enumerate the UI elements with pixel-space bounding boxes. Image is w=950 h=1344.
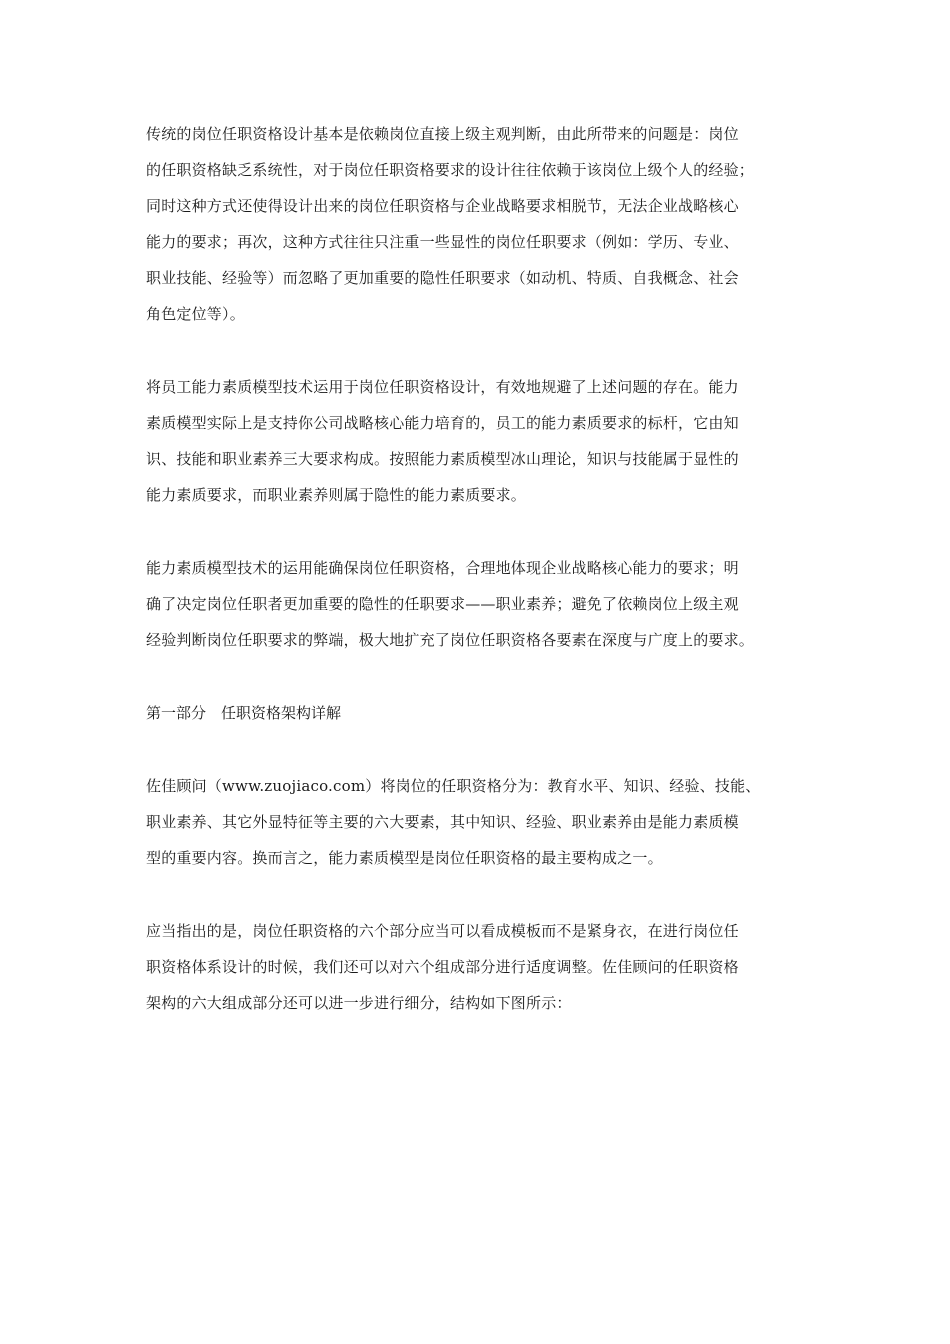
text-line: 经验判断岗位任职要求的弊端，极大地扩充了岗位任职资格各要素在深度与广度上的要求。 [146, 631, 755, 649]
paragraph-competency-model [146, 369, 811, 513]
text-line: 职业技能、经验等）而忽略了更加重要的隐性任职要求（如动机、特质、自我概念、社会 [146, 269, 739, 287]
paragraph-traditional-design [146, 116, 811, 332]
text-line: 将员工能力素质模型技术运用于岗位任职资格设计，有效地规避了上述问题的存在。能力 [146, 378, 739, 396]
paragraph-spacer [146, 876, 811, 913]
section-heading: 第一部分 任职资格架构详解 [146, 704, 342, 722]
text-line: 型的重要内容。换而言之，能力素质模型是岗位任职资格的最主要构成之一。 [146, 849, 663, 867]
paragraph-spacer [146, 658, 811, 695]
text-line: 架构的六大组成部分还可以进一步进行细分，结构如下图所示： [146, 994, 572, 1012]
text-line: 能力素质模型技术的运用能确保岗位任职资格，合理地体现企业战略核心能力的要求；明 [146, 559, 739, 577]
text-line: 素质模型实际上是支持你公司战略核心能力培育的，员工的能力素质要求的标杆，它由知 [146, 414, 739, 432]
paragraph-spacer [146, 332, 811, 369]
text-line: 同时这种方式还使得设计出来的岗位任职资格与企业战略要求相脱节，无法企业战略核心 [146, 197, 739, 215]
paragraph-six-elements [146, 768, 811, 876]
text-line: 职业素养、其它外显特征等主要的六大要素，其中知识、经验、职业素养由是能力素质模 [146, 813, 739, 831]
paragraph-spacer [146, 513, 811, 550]
document-body [146, 116, 811, 1021]
text-line: 佐佳顾问（www.zuojiaco.com）将岗位的任职资格分为：教育水平、知识、经验、技能、 [146, 777, 761, 795]
text-line: 传统的岗位任职资格设计基本是依赖岗位直接上级主观判断，由此所带来的问题是：岗位 [146, 125, 739, 143]
text-line: 识、技能和职业素养三大要求构成。按照能力素质模型冰山理论，知识与技能属于显性的 [146, 450, 739, 468]
text-line: 能力的要求；再次，这种方式往往只注重一些显性的岗位任职要求（例如：学历、专业、 [146, 233, 739, 251]
text-line: 应当指出的是，岗位任职资格的六个部分应当可以看成模板而不是紧身衣，在进行岗位任 [146, 922, 739, 940]
paragraph-spacer [146, 731, 811, 768]
text-line: 确了决定岗位任职者更加重要的隐性的任职要求——职业素养；避免了依赖岗位上级主观 [146, 595, 739, 613]
text-line: 角色定位等）。 [146, 305, 245, 323]
text-line: 职资格体系设计的时候，我们还可以对六个组成部分进行适度调整。佐佳顾问的任职资格 [146, 958, 739, 976]
paragraph-model-benefits [146, 550, 811, 658]
paragraph-template-note [146, 913, 811, 1021]
text-line: 的任职资格缺乏系统性，对于岗位任职资格要求的设计往往依赖于该岗位上级个人的经验； [146, 161, 755, 179]
text-line: 能力素质要求，而职业素养则属于隐性的能力素质要求。 [146, 486, 527, 504]
